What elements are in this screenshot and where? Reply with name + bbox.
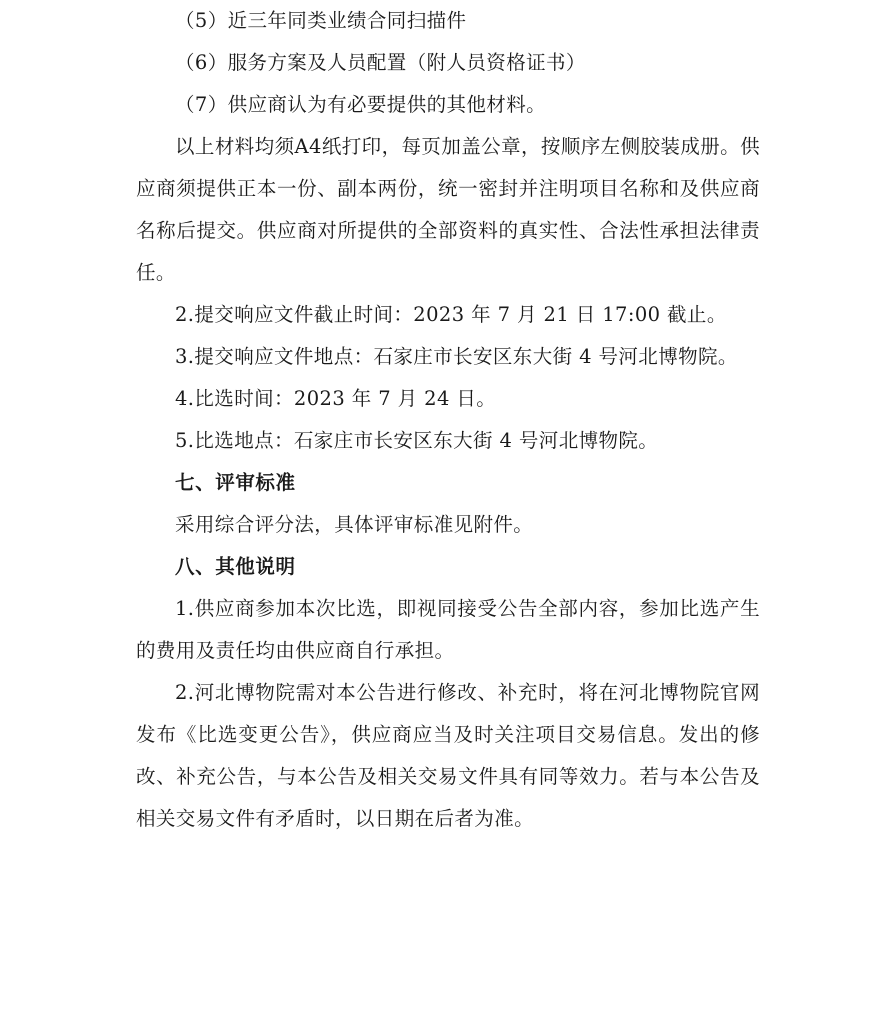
- material-item-7: （7）供应商认为有必要提供的其他材料。: [175, 93, 547, 116]
- material-item-6: （6）服务方案及人员配置（附人员资格证书）: [175, 51, 586, 74]
- section-7-heading: 七、评审标准: [175, 471, 296, 494]
- material-item-5: （5）近三年同类业绩合同扫描件: [175, 9, 467, 32]
- section-7-text: 采用综合评分法，具体评审标准见附件。: [175, 513, 534, 536]
- submission-deadline: 2.提交响应文件截止时间：2023 年 7 月 21 日 17:00 截止。: [175, 303, 727, 326]
- submission-location: 3.提交响应文件地点：石家庄市长安区东大街 4 号河北博物院。: [175, 345, 738, 368]
- section-8-item-1: 1.供应商参加本次比选，即视同接受公告全部内容，参加比选产生的费用及责任均由供应商自行承担。: [136, 597, 760, 662]
- selection-location: 5.比选地点：石家庄市长安区东大街 4 号河北博物院。: [175, 429, 659, 452]
- section-8-item-2: 2.河北博物院需对本公告进行修改、补充时，将在河北博物院官网发布《比选变更公告》，供应商应当及时关注项目交易信息。发出的修改、补充公告，与本公告及相关交易文件具有同等效力。若与本公告及相关交易文件有矛盾时，以日期在后者为准。: [136, 681, 760, 830]
- selection-date: 4.比选时间：2023 年 7 月 24 日。: [175, 387, 497, 410]
- section-8-heading: 八、其他说明: [175, 555, 296, 578]
- document-body: [136, 0, 760, 840]
- printing-requirements: 以上材料均须A4纸打印，每页加盖公章，按顺序左侧胶装成册。供应商须提供正本一份、副本两份，统一密封并注明项目名称和及供应商名称后提交。供应商对所提供的全部资料的真实性、合法性承担法律责任。: [136, 135, 760, 284]
